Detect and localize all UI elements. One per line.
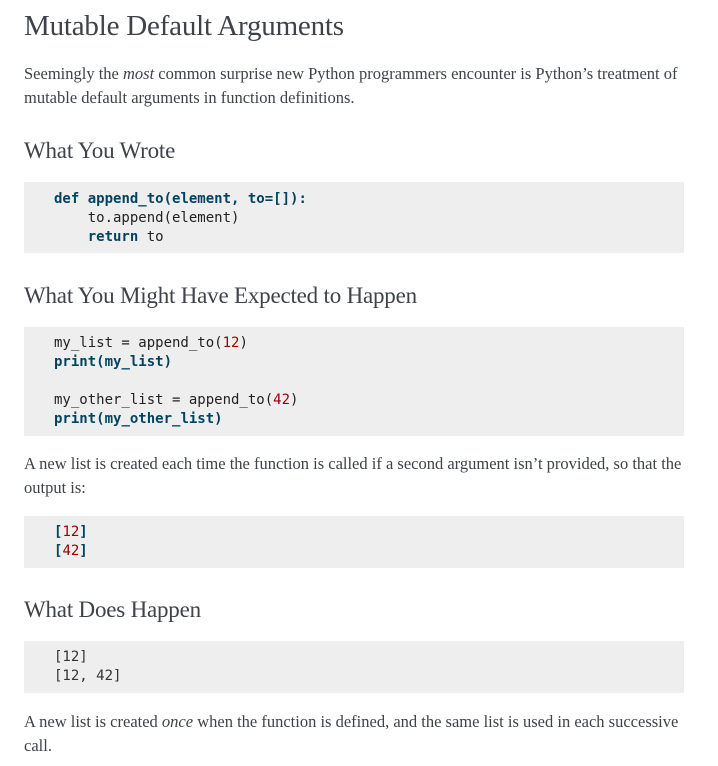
intro-emphasis: most <box>122 64 155 83</box>
intro-paragraph <box>24 62 694 110</box>
code-text: my_other_list = append_to( <box>54 392 274 408</box>
code-builtin: print <box>54 354 97 370</box>
code-text: my_list = append_to( <box>54 335 223 351</box>
actual-text-start: A new list is created <box>24 712 162 731</box>
actual-emphasis: once <box>161 712 194 731</box>
intro-text-end: common surprise new Python programmers encounter is Python’s treatment of mutable default arguments in function definitions. <box>24 64 678 107</box>
code-line <box>54 334 684 353</box>
code-bracket: [ <box>54 543 63 559</box>
code-keyword: return <box>87 229 139 245</box>
section-heading-what-you-wrote: What You Wrote <box>24 138 176 163</box>
code-text: to.append(element) <box>54 210 240 226</box>
section-heading-expected: What You Might Have Expected to Happen <box>24 283 417 308</box>
code-text: to <box>138 229 164 245</box>
code-line <box>54 353 684 372</box>
code-block-expected-output <box>24 516 684 568</box>
actual-explanation <box>24 710 694 758</box>
code-line <box>54 410 684 429</box>
code-line <box>54 523 684 542</box>
code-text: (my_other_list) <box>96 411 223 427</box>
code-line: [12] <box>54 649 88 665</box>
page-title: Mutable Default Arguments <box>24 10 344 42</box>
code-block-actual-output <box>24 641 684 693</box>
code-block-definition <box>24 182 684 253</box>
expected-explanation: A new list is created each time the function is called if a second argument isn’t provided, so that the output is: <box>24 454 682 497</box>
code-number: 12 <box>62 524 80 540</box>
code-block-expected-usage <box>24 327 684 436</box>
code-line <box>54 190 684 209</box>
code-line <box>54 391 684 410</box>
code-text: (my_list) <box>96 354 173 370</box>
code-line <box>54 209 684 228</box>
code-text: append_to(element, to=[]): <box>79 191 307 207</box>
code-indent <box>54 229 88 245</box>
code-blank-line <box>54 372 684 391</box>
code-bracket: ] <box>79 543 88 559</box>
code-bracket: ] <box>79 524 88 540</box>
code-number: 42 <box>62 543 80 559</box>
intro-text-start: Seemingly the <box>24 64 123 83</box>
code-text: ) <box>239 335 248 351</box>
code-line <box>54 542 684 561</box>
section-heading-what-does-happen: What Does Happen <box>24 597 201 622</box>
code-number: 42 <box>273 392 291 408</box>
code-bracket: [ <box>54 524 63 540</box>
code-builtin: print <box>54 411 97 427</box>
code-line <box>54 228 684 247</box>
code-keyword: def <box>54 191 80 207</box>
actual-text-end: when the function is defined, and the same list is used in each successive call. <box>24 712 679 755</box>
code-number: 12 <box>222 335 240 351</box>
code-text: ) <box>290 392 299 408</box>
code-line: [12, 42] <box>54 668 122 684</box>
